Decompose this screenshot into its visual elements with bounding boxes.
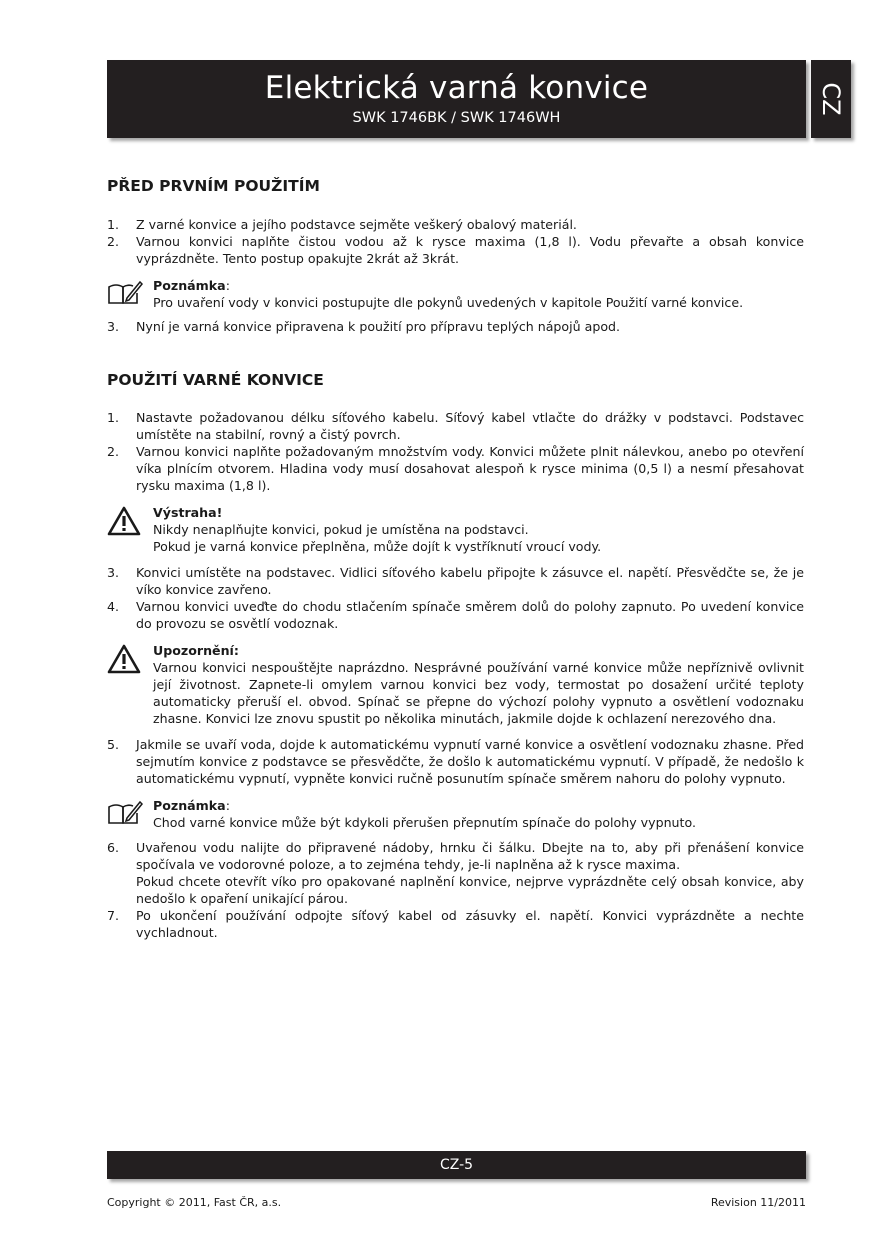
note-box: Poznámka: Chod varné konvice může být kdykoli přerušen přepnutím spínače do polohy vypnuto. [107,797,804,831]
list-text: Varnou konvici uveďte do chodu stlačením spínače směrem dolů do polohy zapnuto. Po uvedení konvice do provozu se osvětlí vodoznak. [136,599,804,631]
list-number: 3. [107,565,120,580]
warning-text: Pokud je varná konvice přeplněna, může dojít k vystříknutí vroucí vody. [153,539,602,554]
list-text: Nastavte požadovanou délku síťového kabelu. Síťový kabel vtlačte do drážky v podstavci. Podstavec umístěte na stabilní, rovný a čistý povrch. [136,410,804,442]
list-text: Konvici umístěte na podstavec. Vidlici síťového kabelu připojte k zásuvce el. napětí. Přesvědčte se, že je víko konvice zavřeno. [136,565,804,597]
section-heading-usage: POUŽITÍ VARNÉ KONVICE [107,371,324,389]
list-text: Jakmile se uvaří voda, dojde k automatickému vypnutí varné konvice a osvětlení vodoznaku zhasne. Před sejmutím konvice z podstavce se přesvědčte, že došlo k automatickému vypnutí. V případě, že nedošlo k automatickému vypnutí, vypněte konvici ručně posunutím spínače směrem nahoru do polohy vypnuto. [136,737,804,786]
language-tab [811,60,851,138]
document-title: Elektrická varná konvice [264,70,649,106]
page-number: CZ-5 [439,1157,474,1173]
list-item [107,216,804,233]
section-heading-first-use: PŘED PRVNÍM POUŽITÍM [107,177,320,195]
document-header [107,60,806,138]
list-item [107,564,804,598]
document-body [107,175,804,941]
list-item [107,736,804,787]
list-item [107,443,804,494]
caution-label: Upozornění: [153,643,239,658]
list-item [107,233,804,267]
list-text: Nyní je varná konvice připravena k použití pro přípravu teplých nápojů apod. [136,319,621,334]
model-subtitle: SWK 1746BK / SWK 1746WH [352,110,561,126]
list-number: 2. [107,234,120,249]
caution-text: Varnou konvici nespouštějte naprázdno. Nesprávné používání varné konvice může nepříznivě ovlivnit její životnost. Zapnete-li omylem varnou konvici bez vody, termostat po dosažení určité teploty automaticky přeruší el. obvod. Spínač se přepne do výchozí polohy vypnuto a osvětlení vodoznaku zhasne. Konvici lze znovu spustit po několika minutách, jakmile dojde k ochlazení nerezového dna. [153,660,804,726]
warning-triangle-icon [107,644,141,678]
list-item [107,907,804,941]
list-text: Po ukončení používání odpojte síťový kabel od zásuvky el. napětí. Konvici vyprázdněte a nechte vychladnout. [136,908,804,940]
list-text: Uvařenou vodu nalijte do připravené nádoby, hrnku či šálku. Dbejte na to, aby při přenášení konvice spočívala ve vodorovné poloze, a to zejména tehdy, je-li naplněna až k rysce maxima. [136,840,804,872]
note-label: Poznámka [153,798,226,813]
language-code: CZ [817,82,845,116]
list-number: 6. [107,840,120,855]
caution-box [107,642,804,727]
list-number: 4. [107,599,120,614]
warning-text: Nikdy nenaplňujte konvici, pokud je umístěna na podstavci. [153,522,529,537]
list-text: Varnou konvici naplňte čistou vodou až k rysce maxima (1,8 l). Vodu převařte a obsah konvice vyprázdněte. Tento postup opakujte 2krát až 3krát. [136,234,804,266]
list-number: 5. [107,737,120,752]
note-box: Poznámka: Pro uvaření vody v konvici postupujte dle pokynů uvedených v kapitole Použití varné konvice. [107,277,804,311]
note-label: Poznámka [153,278,226,293]
book-pencil-icon [107,279,143,309]
warning-triangle-icon [107,506,141,540]
warning-box [107,504,804,555]
list-item [107,598,804,632]
note-text: Pro uvaření vody v konvici postupujte dle pokynů uvedených v kapitole Použití varné konvice. [153,295,744,310]
copyright-text: Copyright © 2011, Fast ČR, a.s. [107,1196,282,1209]
list-number: 2. [107,444,120,459]
list-item [107,318,804,335]
warning-label: Výstraha! [153,505,223,520]
list-item [107,409,804,443]
list-text: Pokud chcete otevřít víko pro opakované naplnění konvice, nejprve vyprázdněte celý obsah konvice, aby nedošlo k opaření unikající párou. [136,874,804,906]
list-number: 1. [107,217,120,232]
revision-text: Revision 11/2011 [710,1196,806,1209]
list-text: Z varné konvice a jejího podstavce sejměte veškerý obalový materiál. [136,217,577,232]
page-number-bar [107,1151,806,1179]
book-pencil-icon [107,799,143,829]
list-number: 1. [107,410,120,425]
note-text: Chod varné konvice může být kdykoli přerušen přepnutím spínače do polohy vypnuto. [153,815,696,830]
list-number: 7. [107,908,120,923]
list-number: 3. [107,319,120,334]
list-text: Varnou konvici naplňte požadovaným množstvím vody. Konvici můžete plnit nálevkou, anebo po otevření víka plnícím otvorem. Hladina vody musí dosahovat alespoň k rysce minima (0,5 l) a nesmí přesahovat rysku maxima (1,8 l). [136,444,804,493]
list-item [107,839,804,907]
